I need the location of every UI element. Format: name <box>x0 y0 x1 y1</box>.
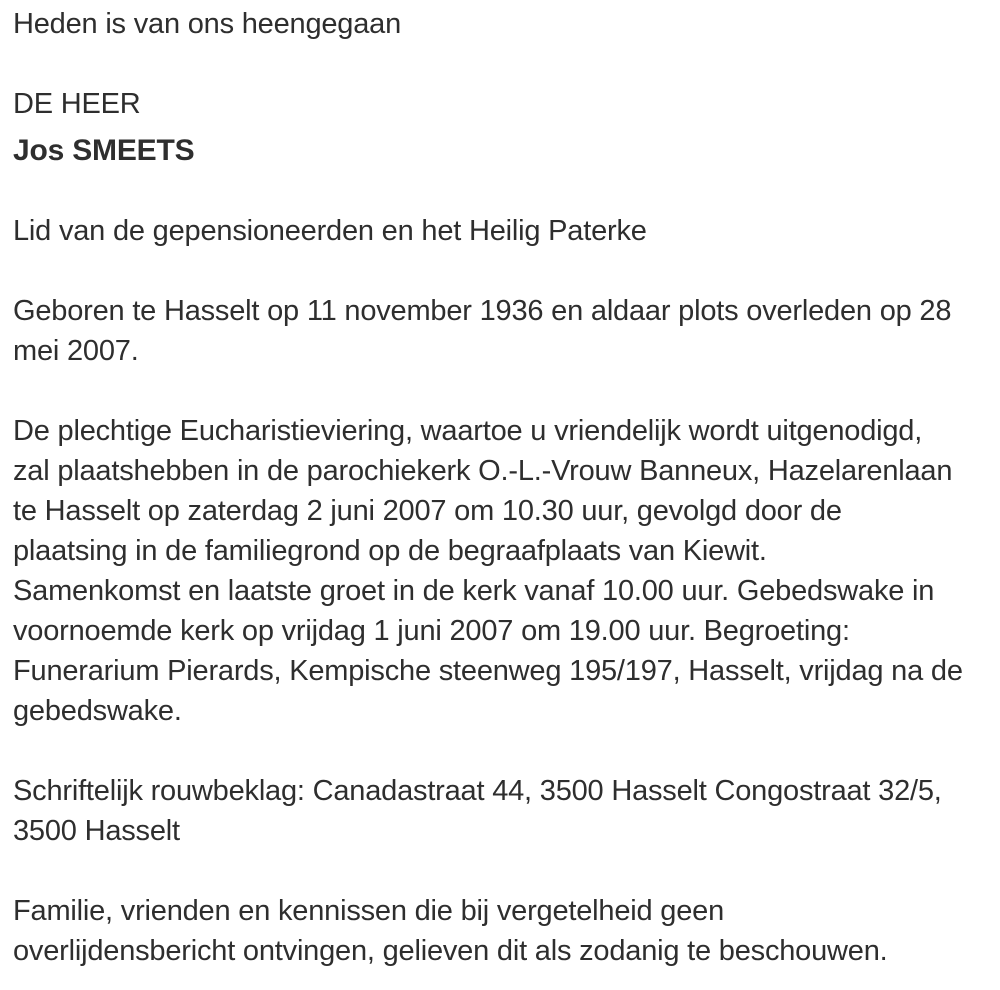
text-line: zal plaatshebben in de parochiekerk O.-L.-Vrouw Banneux, Hazelarenlaan <box>13 455 953 487</box>
text-line: voornoemde kerk op vrijdag 1 juni 2007 om 19.00 uur. Begroeting: <box>13 615 850 647</box>
text-line: Samenkomst en laatste groet in de kerk vanaf 10.00 uur. Gebedswake in <box>13 575 935 607</box>
text-line: mei 2007. <box>13 335 139 367</box>
text-line: Schriftelijk rouwbeklag: Canadastraat 44, 3500 Hasselt Congostraat 32/5, <box>13 775 942 807</box>
text-line: Heden is van ons heengegaan <box>13 8 402 40</box>
text-line: Lid van de gepensioneerden en het Heilig Paterke <box>13 215 647 247</box>
birth-death-paragraph <box>13 291 990 371</box>
text-line: gebedswake. <box>13 695 182 727</box>
text-line: Geboren te Hasselt op 11 november 1936 en aldaar plots overleden op 28 <box>13 295 952 327</box>
text-line: Jos SMEETS <box>13 134 195 167</box>
salutation-line <box>13 84 990 124</box>
text-line: DE HEER <box>13 88 141 120</box>
text-line: te Hasselt op zaterdag 2 juni 2007 om 10.30 uur, gevolgd door de <box>13 495 842 527</box>
text-line: overlijdensbericht ontvingen, gelieven dit als zodanig te beschouwen. <box>13 935 888 967</box>
text-line: plaatsing in de familiegrond op de begraafplaats van Kiewit. <box>13 535 767 567</box>
condolence-address-paragraph <box>13 771 990 851</box>
text-line: De plechtige Eucharistieviering, waartoe u vriendelijk wordt uitgenodigd, <box>13 415 923 447</box>
deceased-name <box>13 131 990 171</box>
text-line: Funerarium Pierards, Kempische steenweg 195/197, Hasselt, vrijdag na de <box>13 655 963 687</box>
membership-line <box>13 211 990 251</box>
text-line: Familie, vrienden en kennissen die bij vergetelheid geen <box>13 895 725 927</box>
disclaimer-paragraph <box>13 891 990 971</box>
service-details-paragraph <box>13 411 990 731</box>
text-line: 3500 Hasselt <box>13 815 180 847</box>
opening-line <box>13 4 990 44</box>
